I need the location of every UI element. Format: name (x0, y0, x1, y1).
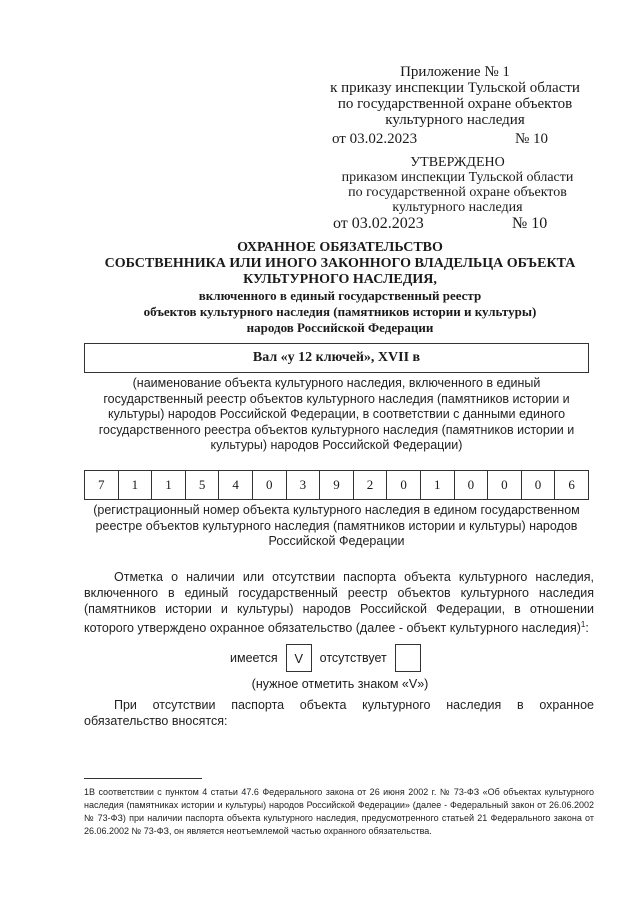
title-subline: включенного в единый государственный реестр (198, 288, 482, 303)
approved-line: приказом инспекции Тульской области (341, 170, 574, 185)
registration-digit-cell: 2 (354, 471, 388, 499)
absent-checkbox[interactable] (395, 644, 421, 672)
title-line: КУЛЬТУРНОГО НАСЛЕДИЯ, (243, 272, 437, 287)
present-checkbox[interactable]: V (286, 644, 312, 672)
registration-digit-cell: 6 (568, 477, 575, 492)
registration-digit-cell: 5 (186, 471, 220, 499)
title-subline: народов Российской Федерации (246, 320, 434, 335)
appendix-line: к приказу инспекции Тульской области (330, 80, 580, 96)
title-subline: объектов культурного наследия (памятников истории и культуры) (143, 304, 537, 319)
approved-number: № 10 (512, 215, 548, 232)
approved-date: от 03.02.2023 (333, 215, 424, 232)
passport-choice (230, 643, 429, 673)
appendix-block (310, 64, 600, 148)
appendix-date: от 03.02.2023 (332, 131, 418, 147)
object-name-box (84, 343, 589, 373)
choice-hint: (нужное отметить знаком «V») (251, 677, 429, 691)
registration-number-grid (84, 470, 589, 500)
registration-digit-cell: 1 (421, 471, 455, 499)
registration-digit-cell: 0 (455, 471, 489, 499)
appendix-line: Приложение № 1 (400, 64, 510, 80)
approved-line: культурного наследия (392, 200, 523, 215)
registration-digit-cell: 7 (85, 471, 119, 499)
approved-heading: УТВЕРЖДЕНО (410, 155, 505, 170)
appendix-order-line (310, 131, 600, 148)
approved-line: по государственной охране объектов (348, 185, 567, 200)
footnote-reference: 1 (580, 620, 586, 629)
registration-digit-cell: 0 (522, 471, 556, 499)
appendix-line: культурного наследия (385, 112, 525, 128)
registration-digit-cell: 0 (253, 471, 287, 499)
passport-paragraph: Отметка о наличии или отсутствии паспорта объекта культурного наследия, включенного в единый государственный реестр объектов культурного наследия (памятников истории и культуры) народов Российской Федерации, в отношении которого утверждено охранное обязательство (далее - объект культурного наследия)$^1$: (84, 570, 594, 636)
registration-digit-cell: 1 (119, 471, 153, 499)
registration-caption: (регистрационный номер объекта культурного наследия в едином государственном реестре объектов культурного наследия (памятников истории и культуры) народов Российской Федерации (93, 503, 580, 548)
present-label: имеется (230, 651, 278, 665)
passport-paragraph-text: Отметка о наличии или отсутствии паспорта объекта культурного наследия, включенного в единый государственный реестр объектов культурного наследия (памятников истории и культуры) народов Российской Федерации, в отношении которого утверждено охранное обязательство (далее - объект культурного наследия) (84, 570, 594, 636)
registration-digit-cell: 0 (387, 471, 421, 499)
registration-digit-cell: 4 (219, 471, 253, 499)
title-line: ОХРАННОЕ ОБЯЗАТЕЛЬСТВО (237, 240, 443, 255)
appendix-line: по государственной охране объектов (337, 96, 573, 112)
registration-digit-cell: 1 (152, 471, 186, 499)
registration-digit-cell: 0 (488, 471, 522, 499)
document-title (90, 240, 590, 336)
footnote-text: 1В соответствии с пунктом 4 статьи 47.6 Федерального закона от 26 июня 2002 г. № 73-ФЗ «Об объектах культурного наследия (памятниках истории и культуры) народов Российской Федерации» (далее - Федеральный закон от 26.06.2002 № 73-ФЗ) при наличии паспорта объекта культурного наследия, предусмотренного статьей 21 Федерального закона от 26.06.2002 № 73-ФЗ, он является неотъемлемой частью охранного обязательства. (84, 787, 594, 836)
approved-block (330, 155, 585, 233)
title-line: СОБСТВЕННИКА ИЛИ ИНОГО ЗАКОННОГО ВЛАДЕЛЬЦА ОБЪЕКТА (104, 256, 576, 271)
appendix-number: № 10 (515, 131, 549, 147)
registration-digit-cell: 3 (287, 471, 321, 499)
absent-label: отсутствует (319, 651, 387, 665)
approved-order-line (330, 216, 585, 233)
footnote-divider (84, 778, 202, 779)
registration-digit-cell: 9 (320, 471, 354, 499)
object-name-caption: (наименование объекта культурного наследия, включенного в единый государственный реестр объектов культурного наследия (памятников истории и культуры) народов Российской Федерации, в соответствии с данными единого государственного реестра объектов культурного наследия (памятников истории и культуры) народов Российской Федерации) (98, 376, 575, 452)
object-name: Вал «у 12 ключей», XVII в (252, 350, 421, 365)
absence-paragraph: При отсутствии паспорта объекта культурного наследия в охранное обязательство вносятся: (84, 698, 594, 728)
